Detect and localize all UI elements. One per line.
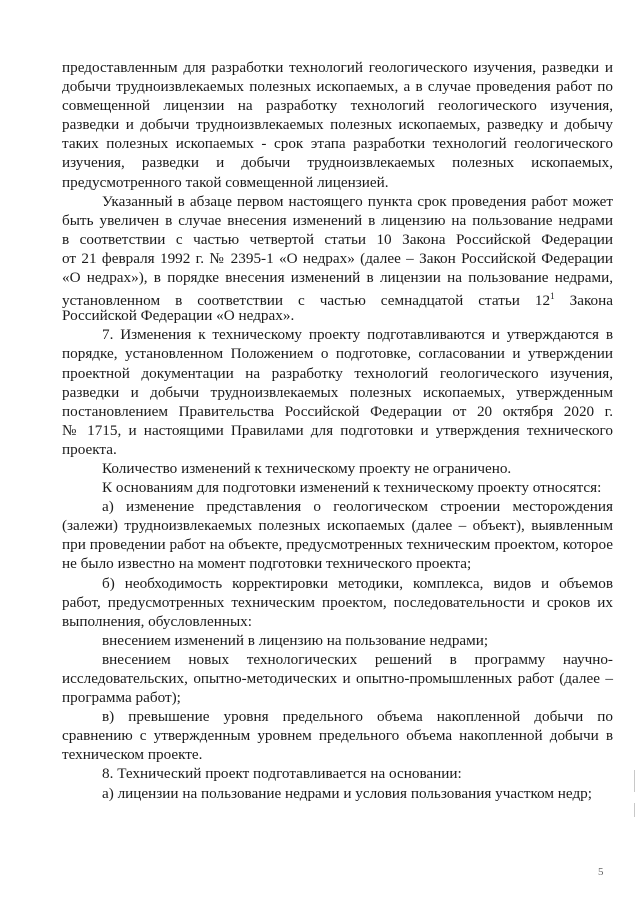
text-line: выполнения, обусловленных: — [62, 612, 252, 630]
text-line: не было известно на момент подготовки технического проекта; — [62, 555, 472, 573]
text-line: а) лицензии на пользование недрами и условия пользования участком недр; — [102, 784, 592, 802]
text-line: в соответствии с частью четвертой статьи 10 Закона Российской Федерации — [62, 230, 613, 248]
text-line-with-superscript — [62, 287, 614, 310]
text-line: в) превышение уровня предельного объема накопленной добычи по — [102, 708, 613, 726]
text-line: 8. Технический проект подготавливается на основании: — [102, 765, 462, 783]
text-line: изучения, разведки и добычи трудноизвлекаемых полезных ископаемых, — [62, 154, 613, 172]
text-line: сравнению с утвержденным уровнем предельного объема накопленной добычи в — [62, 727, 613, 745]
text-line: «О недрах»), в порядке внесения изменений в лицензии на пользование недрами, — [62, 269, 613, 287]
text-line: порядке, установленном Положением о подготовке, согласовании и утверждении — [62, 345, 613, 363]
text-line: внесением новых технологических решений в программу научно- — [102, 650, 613, 668]
text-line: разведки и добычи трудноизвлекаемых полезных ископаемых, разведку и добычу — [62, 116, 613, 134]
text-line: К основаниям для подготовки изменений к техническому проекту относятся: — [102, 479, 602, 497]
text-line: постановлением Правительства Российской Федерации от 20 октября 2020 г. — [62, 402, 613, 420]
text-line: совмещенной лицензии на разработку технологий геологического изучения, — [62, 97, 613, 115]
text-line: предоставленным для разработки технологий геологического изучения, разведки и — [62, 59, 613, 76]
text-line: (залежи) трудноизвлекаемых полезных ископаемых (далее – объект), выявленным — [62, 517, 613, 535]
text-line: Российской Федерации «О недрах». — [62, 307, 295, 325]
text-line: проекта. — [62, 440, 117, 458]
text-line: проектной документации на разработку технологий геологического изучения, — [62, 364, 613, 382]
text-segment: установленном в соответствии с частью семнадцатой статьи 12 — [62, 292, 551, 310]
page-number: 5 — [598, 866, 604, 878]
text-line: добычи трудноизвлекаемых полезных ископаемых, а в случае проведения работ по — [62, 78, 613, 96]
document-page — [62, 58, 613, 803]
text-line: б) необходимость корректировки методики, комплекса, видов и объемов — [102, 574, 613, 592]
scan-edge-mark — [634, 770, 635, 792]
text-line: № 1715, и настоящими Правилами для подготовки и утверждения технического — [62, 421, 613, 439]
text-line: быть увеличен в случае внесения изменений в лицензию на пользование недрами — [62, 211, 613, 229]
superscript: 1 — [550, 291, 555, 302]
text-line: разведки и добычи трудноизвлекаемых полезных ископаемых, утвержденным — [62, 383, 613, 401]
text-line: а) изменение представления о геологическом строении месторождения — [102, 498, 613, 516]
text-line: внесением изменений в лицензию на пользование недрами; — [102, 631, 489, 649]
text-line: работ, предусмотренных техническим проектом, последовательности и сроков их — [62, 593, 613, 611]
text-line: от 21 февраля 1992 г. № 2395-1 «О недрах» (далее – Закон Российской Федерации — [62, 249, 613, 267]
text-line: техническом проекте. — [62, 746, 203, 764]
text-line: Количество изменений к техническому проекту не ограничено. — [102, 459, 512, 477]
text-line: программа работ); — [62, 689, 181, 707]
text-line: при проведении работ на объекте, предусмотренных техническим проектом, которое — [62, 536, 613, 554]
text-line: таких полезных ископаемых - срок этапа разработки технологий геологического — [62, 135, 613, 153]
text-line: 7. Изменения к техническому проекту подготавливаются и утверждаются в — [102, 326, 613, 344]
text-segment: Закона — [569, 292, 614, 310]
scan-edge-mark — [634, 803, 635, 817]
text-line: исследовательских, опытно-методических и опытно-промышленных работ (далее – — [62, 670, 613, 687]
text-line: Указанный в абзаце первом настоящего пункта срок проведения работ может — [102, 192, 613, 210]
text-line: предусмотренного такой совмещенной лицензией. — [62, 173, 389, 191]
